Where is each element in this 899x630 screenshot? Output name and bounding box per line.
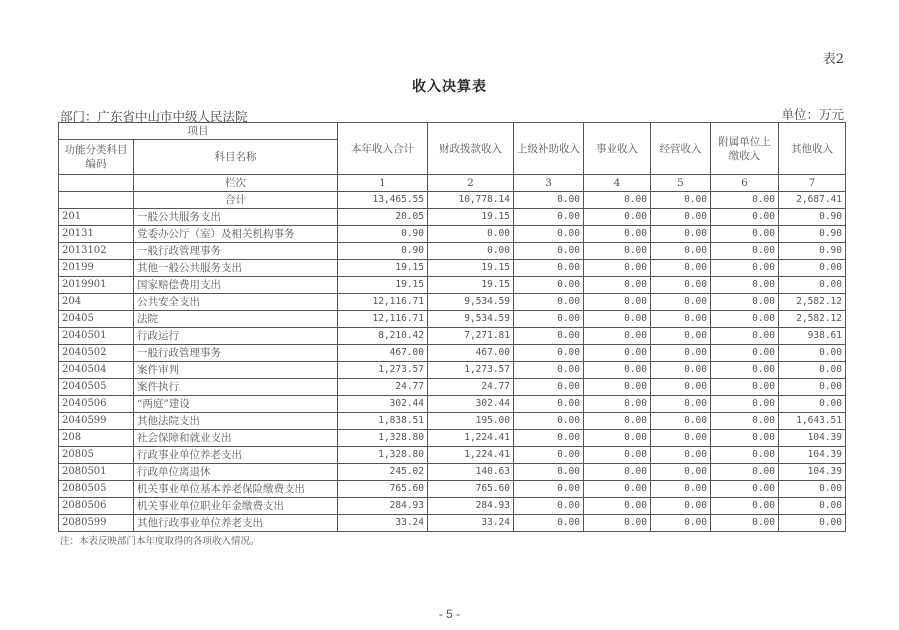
row-value: 1,643.51 (779, 413, 846, 430)
row-value: 0.00 (651, 328, 711, 345)
row-value: 765.60 (338, 481, 428, 498)
row-value: 0.00 (711, 379, 779, 396)
unit-label: 单位：万元 (781, 107, 844, 122)
row-value: 104.39 (779, 447, 846, 464)
row-value: 467.00 (338, 345, 428, 362)
row-value: 1,328.80 (338, 430, 428, 447)
row-value: 104.39 (779, 430, 846, 447)
row-value: 0.00 (514, 362, 584, 379)
row-value: 0.00 (711, 209, 779, 226)
row-value: 0.00 (711, 362, 779, 379)
department-label: 部门：广东省中山市中级人民法院 (60, 109, 248, 124)
table-row (59, 447, 846, 464)
row-value: 938.61 (779, 328, 846, 345)
row-value: 0.00 (514, 515, 584, 532)
header-col-6: 附属单位上缴收入 (711, 123, 779, 175)
header-col-7: 其他收入 (779, 123, 846, 175)
row-value: 9,534.59 (428, 294, 514, 311)
row-value: 0.00 (514, 294, 584, 311)
row-value: 284.93 (338, 498, 428, 515)
row-value: 0.00 (584, 243, 651, 260)
row-name: 国家赔偿费用支出 (134, 277, 338, 294)
row-value: 2,582.12 (779, 294, 846, 311)
row-name: 法院 (134, 311, 338, 328)
row-value: 0.90 (338, 226, 428, 243)
row-value: 19.15 (338, 277, 428, 294)
table-row (59, 396, 846, 413)
row-name: 党委办公厅（室）及相关机构事务 (134, 226, 338, 243)
table-row (59, 362, 846, 379)
row-value: 0.00 (711, 311, 779, 328)
row-value: 0.00 (711, 430, 779, 447)
row-value: 0.00 (584, 413, 651, 430)
row-name: 社会保障和就业支出 (134, 430, 338, 447)
page-title: 收入决算表 (412, 79, 487, 95)
row-value: 0.00 (711, 396, 779, 413)
row-code: 201 (59, 209, 134, 226)
row-value: 0.00 (651, 345, 711, 362)
header-row-1 (59, 123, 846, 140)
table-row (59, 464, 846, 481)
row-value: 0.00 (779, 260, 846, 277)
row-value: 0.00 (651, 260, 711, 277)
row-value: 0.00 (651, 481, 711, 498)
header-code: 功能分类科目编码 (59, 140, 134, 175)
row-value: 467.00 (428, 345, 514, 362)
row-value: 0.00 (584, 447, 651, 464)
row-code: 2080501 (59, 464, 134, 481)
row-value: 0.00 (651, 311, 711, 328)
row-value: 0.00 (514, 430, 584, 447)
table-row (59, 345, 846, 362)
row-value: 0.00 (779, 277, 846, 294)
row-name: “两庭”建设 (134, 396, 338, 413)
row-value: 0.00 (711, 243, 779, 260)
row-value: 1,838.51 (338, 413, 428, 430)
row-value: 0.00 (584, 345, 651, 362)
row-code: 2080506 (59, 498, 134, 515)
row-value: 0.00 (651, 396, 711, 413)
row-value: 0.00 (651, 447, 711, 464)
row-value: 0.00 (779, 515, 846, 532)
row-value: 1,224.41 (428, 447, 514, 464)
row-value: 0.00 (514, 209, 584, 226)
row-value: 0.00 (651, 379, 711, 396)
row-value: 33.24 (428, 515, 514, 532)
row-value: 0.00 (514, 328, 584, 345)
row-value: 20.05 (338, 209, 428, 226)
row-value: 0.00 (651, 430, 711, 447)
row-value: 12,116.71 (338, 294, 428, 311)
row-code: 20199 (59, 260, 134, 277)
row-code: 2040506 (59, 396, 134, 413)
row-value: 0.00 (651, 226, 711, 243)
row-value: 0.90 (779, 243, 846, 260)
row-value: 0.00 (514, 260, 584, 277)
table-row (59, 209, 846, 226)
row-value: 302.44 (428, 396, 514, 413)
row-name: 其他行政事业单位养老支出 (134, 515, 338, 532)
row-value: 0.00 (711, 294, 779, 311)
row-code: 2040501 (59, 328, 134, 345)
row-name: 机关事业单位基本养老保险缴费支出 (134, 481, 338, 498)
table-row (59, 243, 846, 260)
row-value: 0.00 (651, 362, 711, 379)
row-value: 0.00 (514, 498, 584, 515)
row-value: 0.00 (651, 243, 711, 260)
row-value: 0.00 (428, 243, 514, 260)
row-value: 0.00 (584, 481, 651, 498)
row-value: 1,273.57 (338, 362, 428, 379)
row-value: 302.44 (338, 396, 428, 413)
row-name: 一般行政管理事务 (134, 243, 338, 260)
row-value: 8,210.42 (338, 328, 428, 345)
row-value: 0.00 (584, 379, 651, 396)
row-value: 0.00 (651, 413, 711, 430)
row-value: 0.90 (779, 226, 846, 243)
row-value: 0.00 (711, 515, 779, 532)
row-value: 0.00 (514, 311, 584, 328)
row-value: 0.00 (514, 277, 584, 294)
row-value: 0.00 (514, 345, 584, 362)
row-value: 0.00 (584, 515, 651, 532)
row-value: 0.00 (584, 464, 651, 481)
income-table (58, 122, 846, 532)
row-value: 19.15 (428, 260, 514, 277)
table-row (59, 294, 846, 311)
table-number: 表2 (822, 52, 844, 67)
row-value: 0.00 (584, 226, 651, 243)
index-label: 栏次 (134, 175, 338, 192)
row-value: 0.00 (584, 277, 651, 294)
row-value: 19.15 (338, 260, 428, 277)
row-value: 0.00 (651, 277, 711, 294)
row-code: 2013102 (59, 243, 134, 260)
row-value: 24.77 (338, 379, 428, 396)
row-name: 机关事业单位职业年金缴费支出 (134, 498, 338, 515)
row-value: 0.00 (584, 430, 651, 447)
row-code: 20405 (59, 311, 134, 328)
row-value: 0.00 (711, 260, 779, 277)
table-row (59, 277, 846, 294)
row-value: 0.00 (584, 328, 651, 345)
row-name: 案件审判 (134, 362, 338, 379)
row-value: 1,273.57 (428, 362, 514, 379)
row-value: 0.00 (711, 498, 779, 515)
row-value: 19.15 (428, 209, 514, 226)
row-name: 其他法院支出 (134, 413, 338, 430)
header-col-5: 经营收入 (651, 123, 711, 175)
header-col-4: 事业收入 (584, 123, 651, 175)
row-value: 0.00 (711, 277, 779, 294)
row-name: 案件执行 (134, 379, 338, 396)
header-col-1: 本年收入合计 (338, 123, 428, 175)
row-value: 0.00 (711, 328, 779, 345)
row-value: 19.15 (428, 277, 514, 294)
table-row (59, 481, 846, 498)
row-value: 0.00 (514, 464, 584, 481)
row-value: 0.00 (651, 498, 711, 515)
row-code: 20131 (59, 226, 134, 243)
row-value: 0.00 (711, 345, 779, 362)
row-value: 0.00 (651, 209, 711, 226)
row-value: 0.90 (779, 209, 846, 226)
row-value: 0.00 (711, 481, 779, 498)
row-value: 0.00 (514, 243, 584, 260)
row-code: 2040505 (59, 379, 134, 396)
row-value: 0.00 (779, 396, 846, 413)
row-value: 0.90 (338, 243, 428, 260)
row-value: 0.00 (651, 464, 711, 481)
row-value: 284.93 (428, 498, 514, 515)
row-value: 0.00 (584, 260, 651, 277)
row-value: 0.00 (711, 464, 779, 481)
header-col-2: 财政拨款收入 (428, 123, 514, 175)
page-number: - 5 - (438, 607, 461, 621)
table-row (59, 379, 846, 396)
row-code: 2040599 (59, 413, 134, 430)
row-name: 行政单位离退休 (134, 464, 338, 481)
header-project: 项目 (59, 123, 338, 140)
row-name: 一般行政管理事务 (134, 345, 338, 362)
row-value: 9,534.59 (428, 311, 514, 328)
row-value: 0.00 (514, 396, 584, 413)
row-value: 140.63 (428, 464, 514, 481)
row-code: 20805 (59, 447, 134, 464)
row-value: 2,582.12 (779, 311, 846, 328)
row-value: 0.00 (651, 294, 711, 311)
table-note: 注：本表反映部门本年度取得的各项收入情况。 (60, 536, 260, 547)
row-value: 33.24 (338, 515, 428, 532)
table-row (59, 498, 846, 515)
row-value: 0.00 (779, 379, 846, 396)
header-col-3: 上级补助收入 (514, 123, 584, 175)
table-row (59, 226, 846, 243)
row-value: 0.00 (779, 498, 846, 515)
row-name: 一般公共服务支出 (134, 209, 338, 226)
row-code: 2080599 (59, 515, 134, 532)
row-value: 245.02 (338, 464, 428, 481)
row-value: 0.00 (779, 345, 846, 362)
row-value: 0.00 (584, 311, 651, 328)
row-value: 0.00 (584, 396, 651, 413)
row-code: 2019901 (59, 277, 134, 294)
row-code: 2040502 (59, 345, 134, 362)
row-value: 104.39 (779, 464, 846, 481)
row-value: 1,224.41 (428, 430, 514, 447)
row-name: 行政运行 (134, 328, 338, 345)
row-name: 公共安全支出 (134, 294, 338, 311)
row-code: 208 (59, 430, 134, 447)
table-row (59, 413, 846, 430)
row-value: 0.00 (514, 481, 584, 498)
table-row (59, 430, 846, 447)
row-value: 24.77 (428, 379, 514, 396)
header-name: 科目名称 (134, 140, 338, 175)
row-value: 0.00 (711, 226, 779, 243)
index-row: 栏次 1 2 3 4 5 6 7 (59, 175, 846, 192)
row-value: 12,116.71 (338, 311, 428, 328)
table-row (59, 311, 846, 328)
row-value: 0.00 (584, 209, 651, 226)
row-value: 0.00 (779, 481, 846, 498)
row-value: 0.00 (584, 362, 651, 379)
row-code: 204 (59, 294, 134, 311)
row-code: 2080505 (59, 481, 134, 498)
row-value: 765.60 (428, 481, 514, 498)
row-value: 1,328.80 (338, 447, 428, 464)
table-row (59, 260, 846, 277)
row-value: 0.00 (514, 447, 584, 464)
row-value: 0.00 (514, 379, 584, 396)
row-name: 其他一般公共服务支出 (134, 260, 338, 277)
row-value: 0.00 (514, 226, 584, 243)
total-row: 合计 13,465.55 10,778.14 0.00 0.00 0.00 0.00 2,687.41 (59, 192, 846, 209)
row-value: 0.00 (584, 294, 651, 311)
row-value: 0.00 (711, 447, 779, 464)
table-row (59, 328, 846, 345)
row-value: 0.00 (651, 515, 711, 532)
row-value: 0.00 (711, 413, 779, 430)
table-row (59, 515, 846, 532)
row-name: 行政事业单位养老支出 (134, 447, 338, 464)
row-value: 195.00 (428, 413, 514, 430)
total-label: 合计 (134, 192, 338, 209)
row-value: 0.00 (514, 413, 584, 430)
row-value: 0.00 (428, 226, 514, 243)
row-code: 2040504 (59, 362, 134, 379)
row-value: 7,271.81 (428, 328, 514, 345)
row-value: 0.00 (779, 362, 846, 379)
row-value: 0.00 (584, 498, 651, 515)
